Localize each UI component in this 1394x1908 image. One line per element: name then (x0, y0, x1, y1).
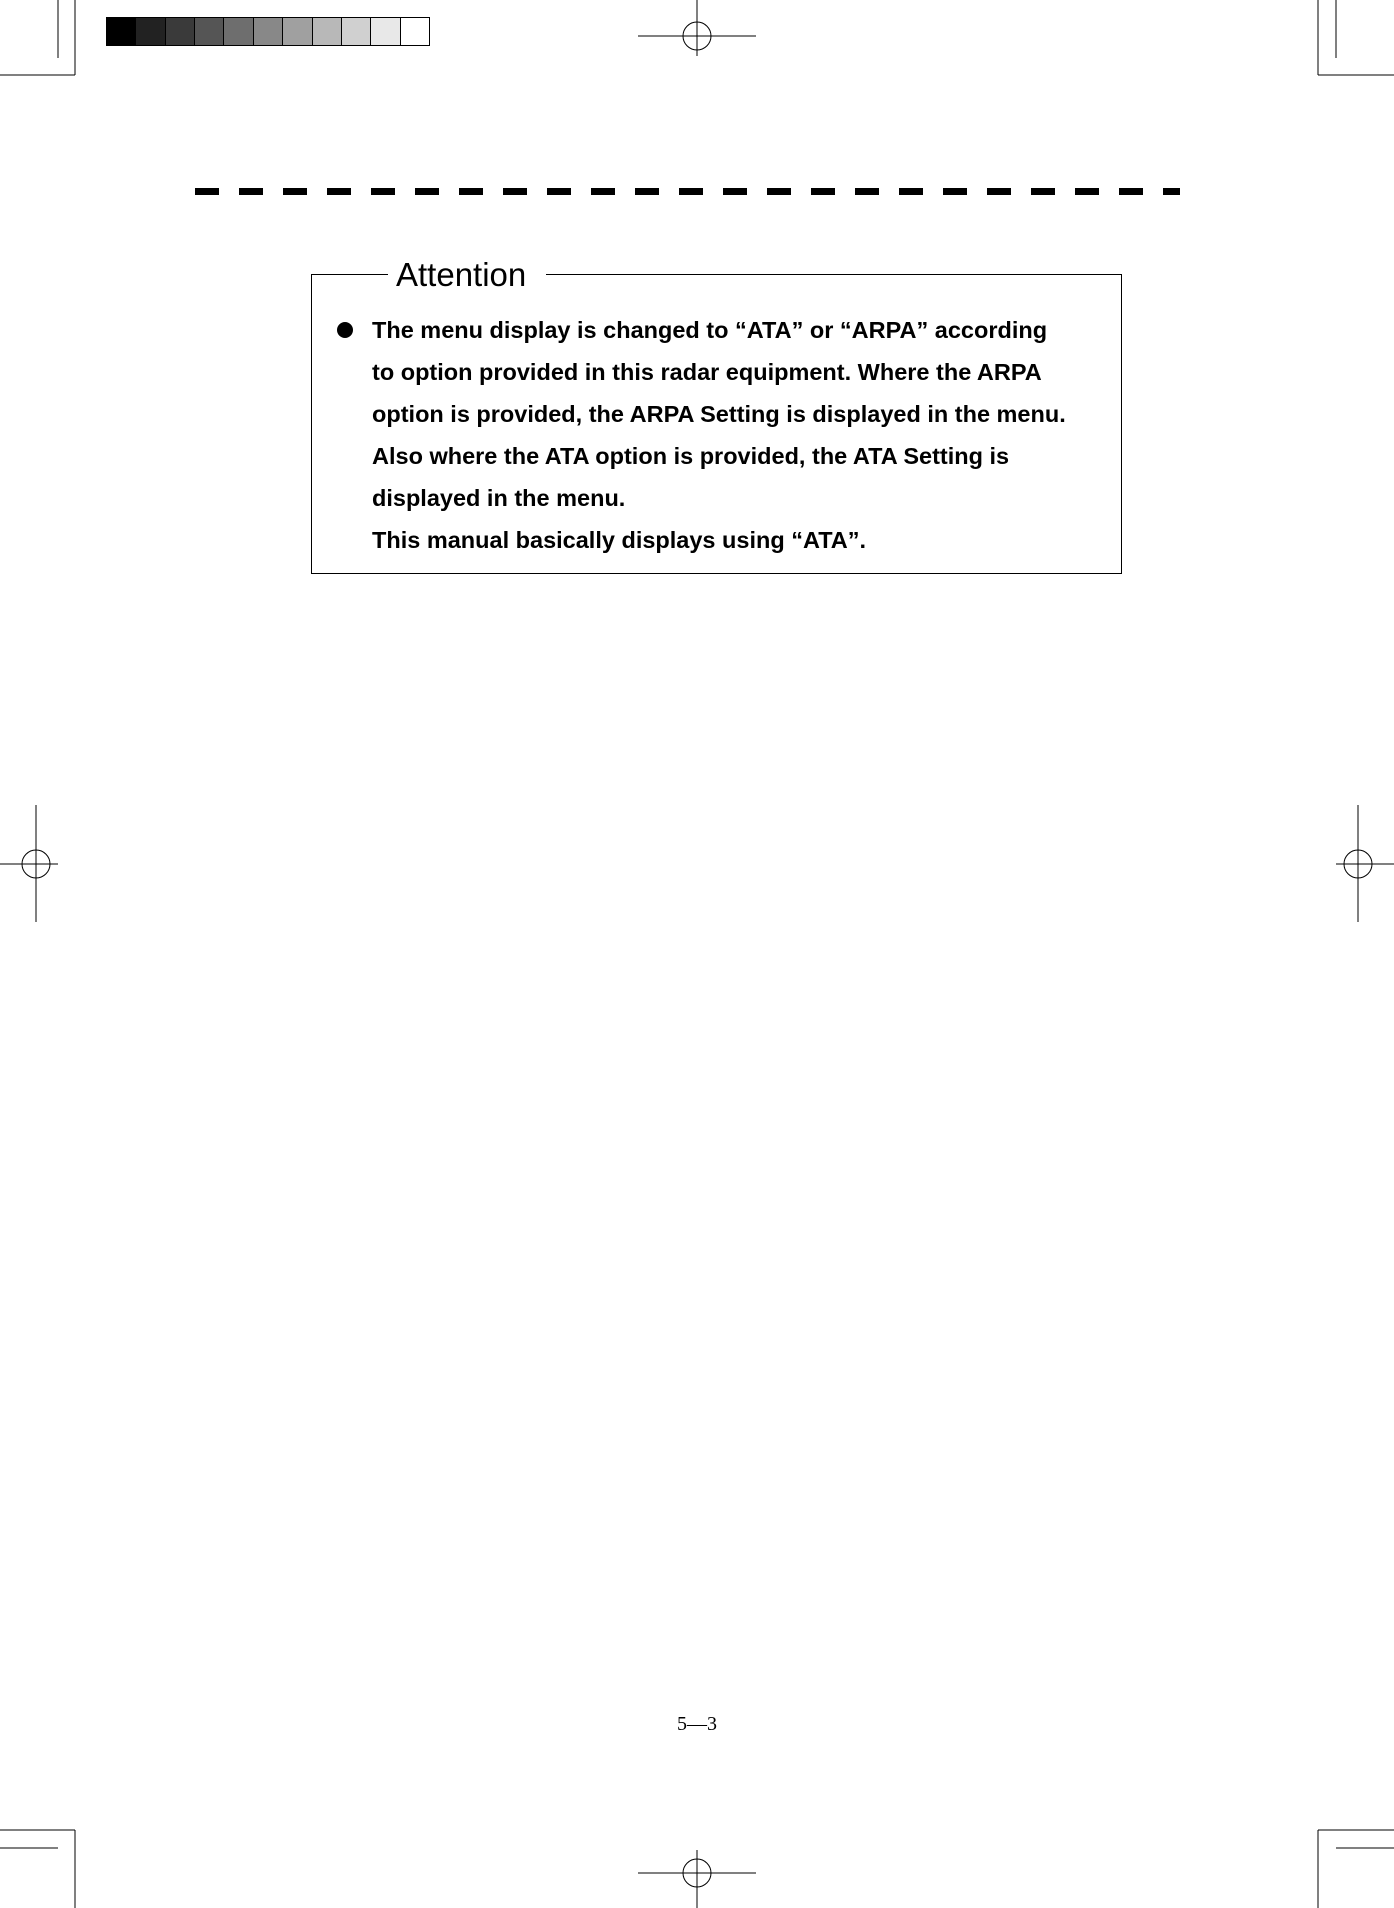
gray-swatch (313, 18, 342, 45)
gray-swatch (195, 18, 224, 45)
attention-title: Attention (388, 251, 546, 299)
gray-swatch (401, 18, 429, 45)
register-target-right (1336, 805, 1394, 922)
register-target-top (638, 0, 756, 56)
attention-box (311, 256, 1122, 574)
gray-swatch (166, 18, 195, 45)
gray-swatch (371, 18, 400, 45)
gray-swatch (224, 18, 253, 45)
gray-swatch (342, 18, 371, 45)
attention-text (372, 309, 1117, 561)
attention-line: to option provided in this radar equipment. Where the ARPA (372, 359, 1042, 385)
register-target-left (0, 805, 58, 922)
gray-swatch (254, 18, 283, 45)
attention-line: Also where the ATA option is provided, the ATA Setting is (372, 443, 1010, 469)
gray-swatch (136, 18, 165, 45)
attention-line: The menu display is changed to “ATA” or “ARPA” according (372, 317, 1048, 343)
gray-swatch (283, 18, 312, 45)
crop-mark-bottom-right (1318, 1830, 1394, 1908)
gray-scale-bar (106, 17, 430, 46)
attention-line: option is provided, the ARPA Setting is displayed in the menu. (372, 401, 1066, 427)
gray-swatch (107, 18, 136, 45)
bullet-icon (337, 322, 353, 338)
attention-line: This manual basically displays using “ATA”. (372, 527, 867, 553)
register-target-bottom (638, 1850, 756, 1908)
crop-mark-top-right (1318, 0, 1394, 75)
crop-mark-bottom-left (0, 1830, 75, 1908)
dashed-divider (195, 188, 1180, 195)
crop-mark-top-left (0, 0, 75, 75)
page-number: 5—3 (677, 1713, 717, 1735)
attention-line: displayed in the menu. (372, 485, 626, 511)
